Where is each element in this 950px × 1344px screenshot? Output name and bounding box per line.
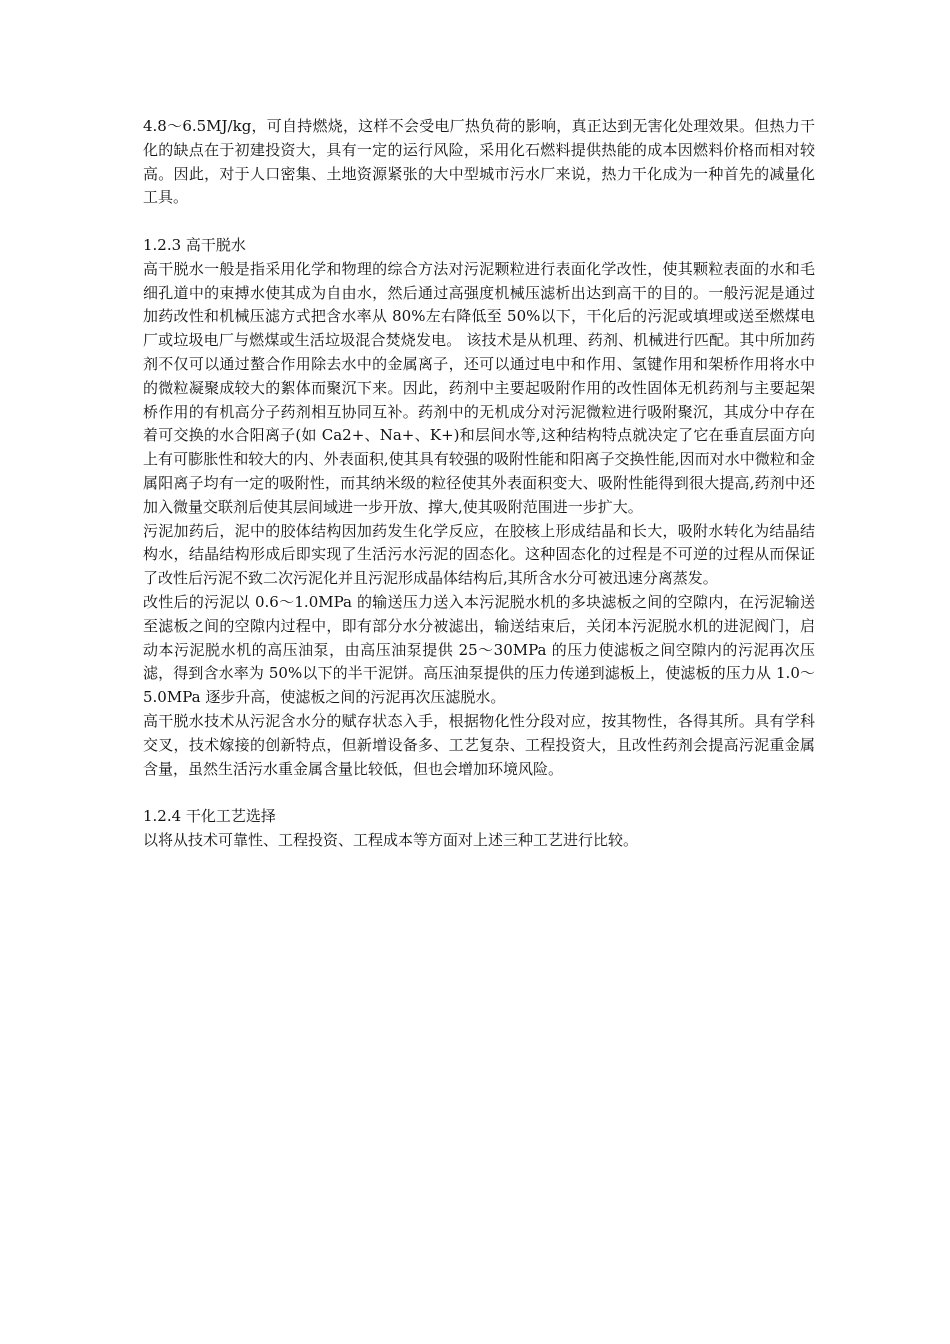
body-paragraph: 高干脱水技术从污泥含水分的赋存状态入手，根据物化性分段对应，按其物性，各得其所。具有学科交叉，技术嫁接的创新特点，但新增设备多、工艺复杂、工程投资大，且改性药剂会提高污泥重金属含量，虽然生活污水重金属含量比较低，但也会增加环境风险。 (143, 711, 815, 778)
section-heading-1-2-3: 1.2.3 高干脱水 (143, 235, 246, 254)
body-paragraph: 改性后的污泥以 0.6～1.0MPa 的输送压力送入本污泥脱水机的多块滤板之间的空隙内，在污泥输送至滤板之间的空隙内过程中，即有部分水分被滤出，输送结束后，关闭本污泥脱水机的进泥阀门，启动本污泥脱水机的高压油泵，由高压油泵提供 25～30MPa 的压力使滤板之间空隙内的污泥再次压滤，得到含水率为 50%以下的半干泥饼。高压油泵提供的压力传递到滤板上，使滤板的压力从 1.0～5.0MPa 逐步升高，使滤板之间的污泥再次压滤脱水。 (143, 592, 815, 707)
body-paragraph: 污泥加药后，泥中的胶体结构因加药发生化学反应，在胶核上形成结晶和长大，吸附水转化为结晶结构水，结晶结构形成后即实现了生活污水污泥的固态化。这种固态化的过程是不可逆的过程从而保证了改性后污泥不致二次污泥化并且污泥形成晶体结构后,其所含水分可被迅速分离蒸发。 (143, 521, 815, 588)
section-heading-1-2-4: 1.2.4 干化工艺选择 (143, 807, 276, 826)
body-paragraph: 以将从技术可靠性、工程投资、工程成本等方面对上述三种工艺进行比较。 (143, 830, 639, 849)
intro-paragraph: 4.8～6.5MJ/kg，可自持燃烧，这样不会受电厂热负荷的影响，真正达到无害化处理效果。但热力干化的缺点在于初建投资大，具有一定的运行风险，采用化石燃料提供热能的成本因燃料价格而相对较高。因此，对于人口密集、土地资源紧张的大中型城市污水厂来说，热力干化成为一种首先的减量化工具。 (143, 117, 815, 207)
body-paragraph: 高干脱水一般是指采用化学和物理的综合方法对污泥颗粒进行表面化学改性，使其颗粒表面的水和毛细孔道中的束搏水使其成为自由水，然后通过高强度机械压滤析出达到高干的目的。一般污泥是通过加药改性和机械压滤方式把含水率从 80%左右降低至 50%以下，干化后的污泥或填埋或送至燃煤电厂或垃圾电厂与燃煤或生活垃圾混合焚烧发电。 该技术是从机理、药剂、机械进行匹配。其中所加药剂不仅可以通过螯合作用除去水中的金属离子，还可以通过电中和作用、氢键作用和架桥作用将水中的微粒凝聚成较大的絮体而聚沉下来。因此，药剂中主要起吸附作用的改性固体无机药剂与主要起架桥作用的有机高分子药剂相互协同互补。药剂中的无机成分对污泥微粒进行吸附聚沉，其成分中存在着可交换的水合阳离子(如 Ca2+、Na+、K+)和层间水等,这种结构特点就决定了它在垂直层面方向上有可膨胀性和较大的内、外表面积,使其具有较强的吸附性能和阳离子交换性能,因而对水中微粒和金属阳离子均有一定的吸附性，而其纳米级的粒径使其外表面积变大、吸附性能得到很大提高,药剂中还加入微量交联剂后使其层间域进一步开放、撑大,使其吸附范围进一步扩大。 (143, 259, 815, 516)
document-page (143, 115, 815, 853)
